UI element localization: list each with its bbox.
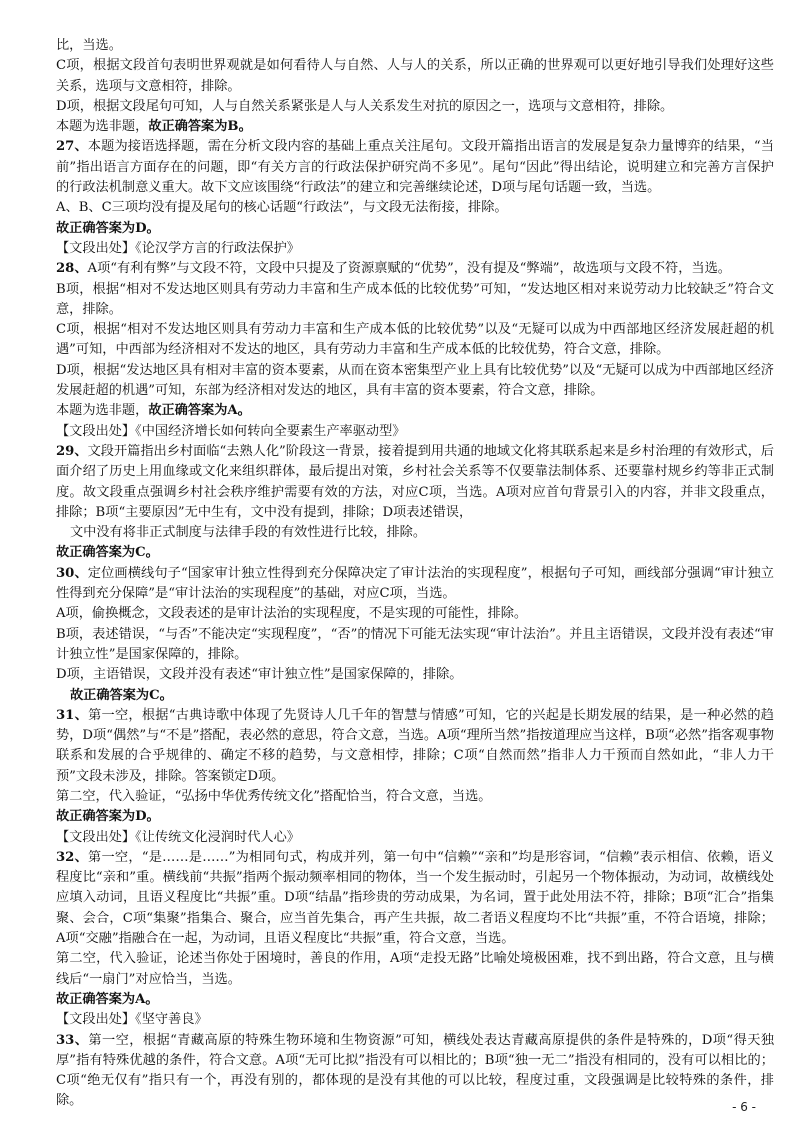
explanation-paragraph — [56, 625, 774, 666]
explanation-paragraph — [56, 361, 774, 402]
paragraph-text: 第一空，根据“古典诗歌中体现了先贤诗人几千年的智慧与情感”可知，它的兴起是长期发展的结果，是一种必然的趋势，D项“偶然”与“不是”搭配，表必然的意思，符合文意，当选。A项“理所当然”指按道理应当这样，B项“必然”指客观事物联系和发展的合乎规律的、确定不移的趋势，与文意相悖，排除；C项“自然而然”指非人力干预而自然如此，“非人力干预”文段未涉及，排除。答案锁定D项。 — [56, 707, 774, 784]
paragraph-text: 第一空，根据“青藏高原的特殊生物环境和生物资源”可知，横线处表达青藏高原提供的条件是特殊的，D项“得天独厚”指有特殊优越的条件，符合文意。A项“无可比拟”指没有可以相比的；B项“独一无二”指没有相同的，没有可以相比的；C项“绝无仅有”指只有一个，再没有别的，都体现的是没有其他的可以比较，程度过重，文段强调是比较特殊的条件，排除。 — [56, 1032, 775, 1109]
explanation-paragraph — [56, 198, 774, 218]
answer-line — [56, 686, 774, 706]
explanation-paragraph — [56, 117, 774, 137]
answer-line — [56, 219, 774, 239]
question-number: 31、 — [56, 707, 89, 723]
question-explanation-paragraph — [56, 848, 774, 949]
explanation-paragraph — [56, 949, 774, 990]
paragraph-text: 第二空，代入验证，论述当你处于困境时，善良的作用，A项“走投无路”比喻处境极困难，找不到出路，符合文意，且与横线后“一扇门”对应恰当，当选。 — [56, 951, 774, 987]
paragraph-text: 【文段出处】《坚守善良》 — [56, 1012, 208, 1028]
paragraph-text: A、B、C三项均没有提及尾句的核心话题“行政法”，与文段无法衔接，排除。 — [56, 200, 508, 216]
question-explanation-paragraph — [56, 137, 774, 198]
paragraph-text: A项，偷换概念，文段表述的是审计法治的实现程度，不是实现的可能性，排除。 — [56, 606, 528, 622]
paragraph-text: C项，根据“相对不发达地区则具有劳动力丰富和生产成本低的比较优势”以及“无疑可以成为中西部地区经济发展赶超的机遇”可知，中西部为经济相对不发达的地区，具有劳动力丰富和生产成本低的比较优势，符合文意，排除。 — [56, 322, 774, 358]
paragraph-text: 定位画横线句子“国家审计独立性得到充分保障决定了审计法治的实现程度”，根据句子可知，画线部分强调“审计独立性得到充分保障”是“审计法治的实现程度”的基础，对应C项，当选。 — [56, 565, 774, 602]
explanation-paragraph — [56, 401, 774, 421]
question-explanation-paragraph — [56, 442, 774, 523]
paragraph-text: 本题为选非题， — [56, 403, 149, 419]
paragraph-text: B项，根据“相对不发达地区则具有劳动力丰富和生产成本低的比较优势”可知，“发达地区相对来说劳动力比较缺乏”符合文意，排除。 — [56, 281, 774, 317]
paragraph-text: 【文段出处】《中国经济增长如何转向全要素生产率驱动型》 — [56, 423, 406, 439]
question-number: 28、 — [56, 261, 88, 277]
paragraph-text: 文中没有将非正式制度与法律手段的有效性进行比较，排除。 — [70, 525, 427, 541]
answer-text: 故正确答案为A。 — [148, 403, 251, 419]
paragraph-text: D项，主语错误，文段并没有表述“审计独立性”是国家保障的，排除。 — [56, 667, 463, 683]
paragraph-text: 文段开篇指出乡村面临“去熟人化”阶段这一背景，接着提到用共通的地域文化将其联系起来是乡村治理的有效形式，后面介绍了历史上用血缘或文化来组织群体，最后提出对策，乡村社会关系等不仅要靠法制体系、还要靠村规乡约等非正式制度。故文段重点强调乡村社会秩序维护需要有效的方法，对应C项，当选。A项对应首句背景引入的内容，并非文段重点，排除；B项“主要原因”无中生有，文中没有提到，排除；D项表述错误， — [56, 443, 774, 520]
paragraph-text: 故正确答案为A。 — [56, 991, 159, 1007]
paragraph-text: 第一空，“是……是……”为相同句式，构成并列，第一句中“信赖”“亲和”均是形容词，“信赖”表示相信、依赖，语义程度比“亲和”重。横线前“共振”指两个振动频率相同的物体，当一个发生振动时，引起另一个物体振动，为动词，故横线处应填入动词，且语义程度比“共振”重。D项“结晶”指珍贵的劳动成果，为名词，置于此处用法不符，排除；B项“汇合”指集聚、会合，C项“集聚”指集合、聚合，应当首先集合，再产生共振，故二者语义程度均不比“共振”重，不符合语境，排除；A项“交融”指融合在一起，为动词，且语义程度比“共振”重，符合文意，当选。 — [56, 849, 774, 947]
answer-explanation-document — [56, 36, 774, 1112]
paragraph-text: 第二空，代入验证，“弘扬中华优秀传统文化”搭配恰当，符合文意，当选。 — [56, 788, 492, 804]
explanation-paragraph — [56, 422, 774, 442]
paragraph-text: 本题为选非题， — [56, 119, 149, 135]
paragraph-text: 【文段出处】《让传统文化浸润时代人心》 — [56, 829, 300, 845]
explanation-paragraph — [56, 320, 774, 361]
paragraph-text: C项，根据文段首句表明世界观就是如何看待人与自然、人与人的关系，所以正确的世界观可以更好地引导我们处理好这些关系，选项与文意相符，排除。 — [56, 58, 774, 94]
explanation-paragraph — [56, 97, 774, 117]
explanation-paragraph — [56, 665, 774, 685]
explanation-paragraph — [56, 239, 774, 259]
explanation-paragraph — [56, 604, 774, 624]
paragraph-text: 故正确答案为D。 — [56, 809, 160, 825]
question-number: 30、 — [56, 565, 88, 581]
paragraph-text: 故正确答案为D。 — [56, 220, 160, 236]
question-explanation-paragraph — [56, 564, 774, 605]
question-explanation-paragraph — [56, 1031, 774, 1112]
paragraph-text: B项，表述错误，“与否”不能决定“实现程度”，“否”的情况下可能无法实现“审计法治”。并且主语错误，文段并没有表述“审计独立性”是国家保障的，排除。 — [56, 626, 774, 662]
paragraph-text: D项，根据“发达地区具有相对丰富的资本要素，从而在资本密集型产业上具有比较优势”以及“无疑可以成为中西部地区经济发展赶超的机遇”可知，东部为经济相对发达的地区，具有丰富的资本要素，符合文意，排除。 — [56, 362, 774, 399]
answer-line — [56, 543, 774, 563]
answer-line — [56, 990, 774, 1010]
question-explanation-paragraph — [56, 259, 774, 279]
paragraph-text: A项“有利有弊”与文段不符，文段中只提及了资源禀赋的“优势”，没有提及“弊端”，故选项与文段不符，当选。 — [87, 261, 731, 277]
explanation-paragraph — [56, 56, 774, 97]
question-number: 32、 — [56, 849, 89, 865]
explanation-paragraph — [56, 787, 774, 807]
answer-line — [56, 807, 774, 827]
page-number: - 6 - — [732, 1100, 756, 1114]
explanation-paragraph — [56, 828, 774, 848]
explanation-paragraph — [56, 523, 774, 543]
paragraph-text: 故正确答案为C。 — [70, 687, 173, 703]
paragraph-text: D项，根据文段尾句可知，人与自然关系紧张是人与人关系发生对抗的原因之一，选项与文意相符，排除。 — [56, 98, 674, 114]
paragraph-text: 本题为接语选择题，需在分析文段内容的基础上重点关注尾句。文段开篇指出语言的发展是复杂力量博弈的结果，“当前”指出语言方面存在的问题，即“有关方言的行政法保护研究尚不多见”。尾句“因此”得出结论，说明建立和完善方言保护的行政法机制意义重大。故下文应该围绕“行政法”的建立和完善继续论述，D项与尾句话题一致，当选。 — [56, 139, 774, 196]
paragraph-text: 故正确答案为C。 — [56, 545, 159, 561]
paragraph-text: 比，当选。 — [56, 38, 122, 53]
explanation-paragraph — [56, 280, 774, 321]
question-number: 29、 — [56, 443, 88, 459]
explanation-paragraph — [56, 36, 774, 56]
explanation-paragraph — [56, 1010, 774, 1030]
question-number: 27、 — [56, 139, 88, 155]
question-number: 33、 — [56, 1032, 89, 1048]
answer-text: 故正确答案为B。 — [148, 119, 252, 135]
paragraph-text: 【文段出处】《论汉学方言的行政法保护》 — [56, 240, 300, 256]
question-explanation-paragraph — [56, 706, 774, 787]
